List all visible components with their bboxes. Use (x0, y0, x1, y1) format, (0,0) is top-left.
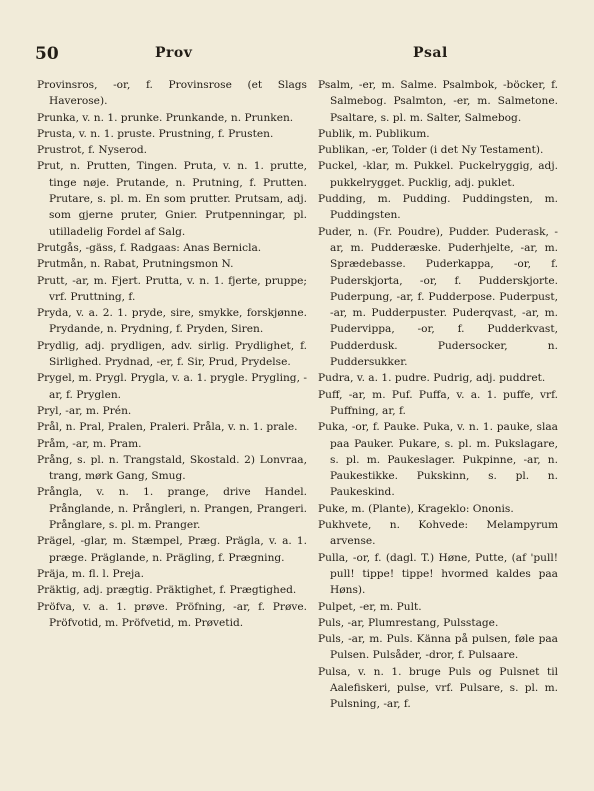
dictionary-entry: Pukhvete, n. Kohvede: Melampyrum arvense. (318, 519, 558, 548)
dictionary-entry: Publik, m. Publikum. (318, 127, 430, 140)
dictionary-entry: Pröfva, v. a. 1. prøve. Pröfning, -ar, f. Prøve. Pröfvotid, m. Pröfvetid, m. Prøvetid. (37, 600, 307, 629)
dictionary-entry: Puff, -ar, m. Puf. Puffa, v. a. 1. puffe, vrf. Puffning, ar, f. (318, 388, 558, 417)
dictionary-entry: Präja, m. fl. l. Preja. (37, 567, 144, 580)
dictionary-entry: Prusta, v. n. 1. pruste. Prustning, f. Prusten. (37, 127, 274, 140)
dictionary-entry: Prutt, -ar, m. Fjert. Prutta, v. n. 1. fjerte, pruppe; vrf. Pruttning, f. (37, 274, 307, 303)
dictionary-entry: Prägel, -glar, m. Stæmpel, Præg. Prägla, v. a. 1. præge. Präglande, n. Prägling, f. Prægning. (37, 535, 307, 564)
dictionary-entry: Prustrot, f. Nyserod. (37, 144, 147, 157)
dictionary-entry: Prål, n. Pral, Pralen, Praleri. Pråla, v. n. 1. prale. (37, 421, 298, 434)
dictionary-entry: Pulpet, -er, m. Pult. (318, 600, 422, 613)
dictionary-entry: Prygel, m. Prygl. Prygla, v. a. 1. prygle. Prygling, -ar, f. Pryglen. (37, 372, 307, 401)
left-column (37, 77, 307, 631)
dictionary-entry: Pudra, v. a. 1. pudre. Pudrig, adj. puddret. (318, 372, 546, 385)
dictionary-entry: Puder, n. (Fr. Poudre), Pudder. Puderask, -ar, m. Pudderæske. Puderhjelte, -ar, m. Sprædebasse. Puderkappa, -or, f. Puderskjorta, -or, f. Pudderskjorte. Puderpung, -ar, f. Pudderpose. Puderpust, -ar, m. Pudderpuster. Puderqvast, -ar, m. Pudervippa, -or, f. Pudderkvast, Pudderdusk. Pudersocker, n. Puddersukker. (318, 225, 558, 369)
right-column (318, 77, 558, 713)
dictionary-entry: Provinsros, -or, f. Provinsrose (et Slags Haverose). (37, 79, 307, 108)
dictionary-entry: Puls, -ar, Plumrestang, Pulsstage. (318, 616, 499, 629)
dictionary-entry: Prydlig, adj. prydligen, adv. sirlig. Prydlighet, f. Sirlighed. Prydnad, -er, f. Sir, Prud, Prydelse. (37, 339, 307, 369)
dictionary-entry: Puke, m. (Plante), Krageklo: Ononis. (318, 502, 514, 515)
dictionary-entry: Puka, -or, f. Pauke. Puka, v. n. 1. pauke, slaa paa Pauker. Pukare, s. pl. m. Pukslagare, s. pl. m. Paukeslager. Pukpinne, -ar, n. Paukestikke. Pukskinn, s. pl. n. Paukeskind. (318, 421, 558, 499)
dictionary-entry: Prutgås, -gäss, f. Radgaas: Anas Bernicla. (37, 241, 262, 254)
dictionary-entry: Publikan, -er, Tolder (i det Ny Testament). (318, 144, 544, 157)
dictionary-entry: Prut, n. Prutten, Tingen. Pruta, v. n. 1. prutte, tinge nøje. Prutande, n. Prutning, f. Prutten. Prutare, s. pl. m. En som prutter. Prutsam, adj. som gjerne pruter, Gnier. Prutpenningar, pl. utilladelig Fordel af Salg. (37, 160, 307, 238)
page-number: 50 (35, 44, 59, 64)
dictionary-entry: Prångla, v. n. 1. prange, drive Handel. Prånglande, n. Prångleri, n. Prangen, Prangeri. Prånglare, s. pl. m. Pranger. (37, 486, 307, 532)
dictionary-entry: Puls, -ar, m. Puls. Känna på pulsen, føle paa Pulsen. Pulsåder, -dror, f. Pulsaare. (318, 633, 558, 662)
left-guide-word: Prov (155, 45, 193, 61)
dictionary-entry: Pryda, v. a. 2. 1. pryde, sire, smykke, forskjønne. Prydande, n. Prydning, f. Pryden, Siren. (37, 307, 307, 336)
dictionary-entry: Prutmån, n. Rabat, Prutningsmon N. (37, 258, 234, 271)
dictionary-entry: Pryl, -ar, m. Prén. (37, 404, 132, 417)
right-guide-word: Psal (413, 45, 448, 61)
dictionary-entry: Pråm, -ar, m. Pram. (37, 437, 142, 450)
dictionary-entry: Pulsa, v. n. 1. bruge Puls og Pulsnet til Aalefiskeri, pulse, vrf. Pulsare, s. pl. m. Pulsning, -ar, f. (318, 665, 558, 711)
running-header (0, 38, 594, 62)
dictionary-entry: Präktig, adj. prægtig. Präktighet, f. Prægtighed. (37, 584, 297, 597)
dictionary-entry: Prunka, v. n. 1. prunke. Prunkande, n. Prunken. (37, 111, 294, 124)
dictionary-entry: Psalm, -er, m. Salme. Psalmbok, -böcker, f. Salmebog. Psalmton, -er, m. Salmetone. Psaltare, s. pl. m. Salter, Salmebog. (318, 79, 558, 124)
dictionary-entry: Pudding, m. Pudding. Puddingsten, m. Puddingsten. (318, 193, 558, 222)
dictionary-entry: Puckel, -klar, m. Pukkel. Puckelryggig, adj. pukkelrygget. Pucklig, adj. puklet. (318, 160, 558, 189)
dictionary-entry: Pulla, -or, f. (dagl. T.) Høne, Putte, (af 'pull! pull! tippe! tippe! hvormed kaldes paa Høns). (318, 551, 558, 597)
dictionary-entry: Prång, s. pl. n. Trangstald, Skostald. 2) Lonvraa, trang, mørk Gang, Smug. (37, 453, 307, 483)
